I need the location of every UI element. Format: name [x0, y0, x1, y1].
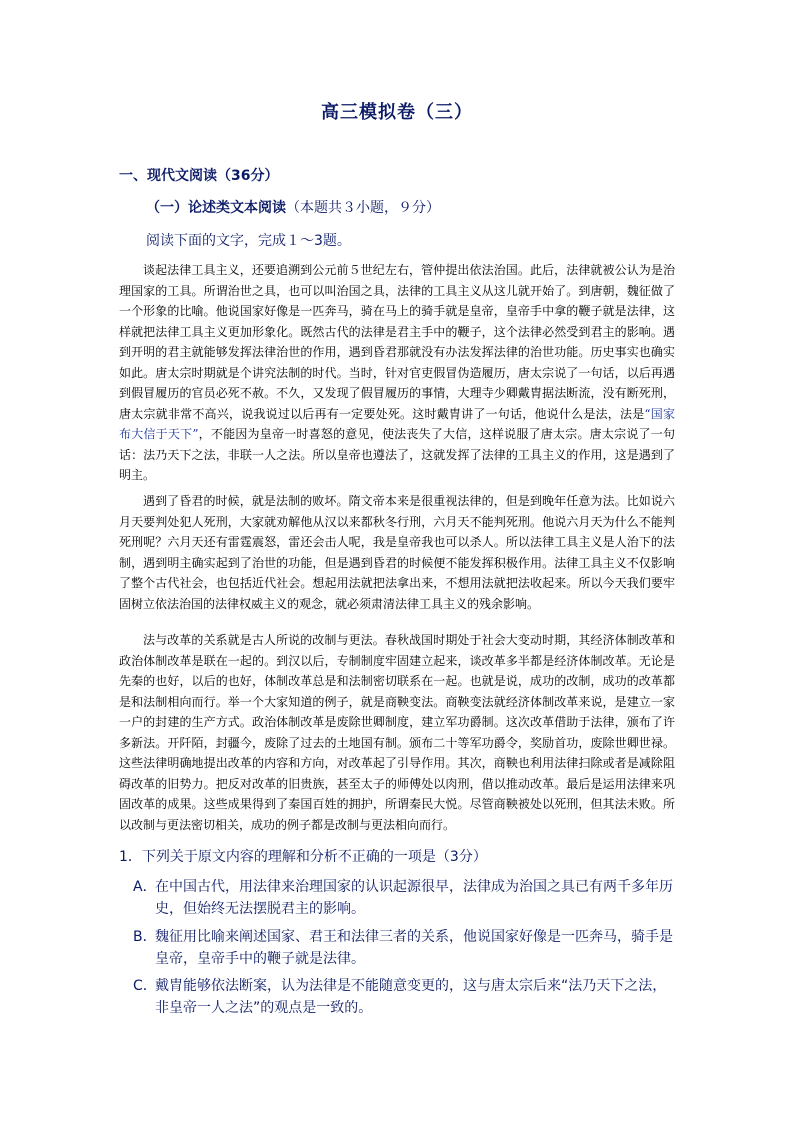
option-c	[133, 975, 678, 1019]
option-c-letter: C．	[133, 978, 157, 994]
option-b	[133, 926, 678, 970]
option-a	[133, 876, 678, 920]
question-text: 下列关于原文内容的理解和分析不正确的一项是（3分）	[141, 849, 487, 865]
passage-paragraph-2: 遇到了昏君的时候，就是法制的败坏。隋文帝本来是很重视法律的，但是到晚年任意为法。比如说六月天要判处犯人死刑，大家就劝解他从汉以来都秋冬行刑，六月天不能判死刑。他说六月天为什么不能判死刑呢？六月天还有雷霆震怒，雷还会击人呢，我是皇帝我也可以杀人。所以法律工具主义是人治下的法制，遇到明主确实起到了治世的功能，但是遇到昏君的时候便不能发挥积极作用。法律工具主义不仅影响了整个古代社会，也包括近代社会。想起用法就把法拿出来，不想用法就把法收起来。所以今天我们要牢固树立依法治国的法律权威主义的观念，就必须肃清法律工具主义的残余影响。	[119, 494, 675, 611]
subsection-title: （一）论述类文本阅读	[146, 200, 286, 216]
option-b-letter: B．	[133, 929, 157, 945]
question-number: 1．	[119, 849, 142, 865]
option-c-text: 戴胄能够依法断案，认为法律是不能随意变更的，这与唐太宗后来“法乃天下之法，非皇帝一人之法”的观点是一致的。	[155, 978, 667, 1016]
option-a-letter: A．	[133, 879, 157, 895]
paragraph-1-text-b: ，不能因为皇帝一时喜怒的意见，使法丧失了大信，这样说服了唐太宗。唐太宗说了一句话：法乃天下之法，非联一人之法。所以皇帝也遵法了，这就发挥了法律的工具主义的作用，这是遇到了明主。	[119, 427, 675, 482]
paragraph-1-text-a: 谈起法律工具主义，还要追溯到公元前５世纪左右，管仲提出依法治国。此后，法律就被公认为是治理国家的工具。所谓治世之具，也可以叫治国之具，法律的工具主义从这儿就开始了。到唐朝，魏征做了一个形象的比喻。他说国家好像是一匹奔马，骑在马上的骑手就是皇帝，皇帝手中拿的鞭子就是法律，这样就把法律工具主义更加形象化。既然古代的法律是君主手中的鞭子，这个法律必然受到君主的影响。遇到开明的君主就能够发挥法律治世的作用，遇到昏君那就没有办法发挥法律的治世功能。历史事实也确实如此。唐太宗时期就是个讲究法制的时代。当时，针对官吏假冒伪造履历，唐太宗说了一句话，以后再遇到假冒履历的官员必死不赦。不久，又发现了假冒履历的事情，大理寺少卿戴胄据法断流，没有断死刑，唐太宗就非常不高兴，说我说过以后再有一定要处死。这时戴胄讲了一句话，他说什么是法，法是	[119, 263, 675, 421]
question-1	[119, 846, 487, 866]
passage-paragraph-1	[119, 260, 675, 486]
passage-paragraph-3: 法与改革的关系就是古人所说的改制与更法。春秋战国时期处于社会大变动时期，其经济体制改革和政治体制改革是联在一起的。到汉以后，专制制度牢固建立起来，谈改革多半都是经济体制改革。无论是先秦的也好，以后的也好，体制改革总是和法制密切联系在一起。也就是说，成功的改制，成功的改革都是和法制相向而行。举一个大家知道的例子，就是商鞅变法。商鞅变法就经济体制改革来说，是建立一家一户的封建的生产方式。政治体制改革是废除世卿制度，建立军功爵制。这次改革借助于法律，颁布了许多新法。开阡陌，封疆今，废除了过去的土地国有制。颁布二十等军功爵令，奖励首功，废除世卿世禄。这些法律明确地提出改革的内容和方向，对改革起了引导作用。其次，商鞅也利用法律扫除或者是减除阻碍改革的旧势力。把反对改革的旧贵族，甚至太子的师傅处以肉刑，借以推动改革。最后是运用法律来巩固改革的成果。这些成果得到了秦国百姓的拥护，所谓秦民大悦。尽管商鞅被处以死刑，但其法未败。所以改制与更法密切相关，成功的例子都是改制与更法相向而行。	[119, 633, 675, 832]
section-heading: 一、现代文阅读（36分）	[119, 168, 279, 184]
subsection-heading	[146, 197, 440, 217]
option-b-text: 魏征用比喻来阐述国家、君王和法律三者的关系，他说国家好像是一匹奔马，骑手是皇帝，皇帝手中的鞭子就是法律。	[155, 929, 673, 967]
page-title: 高三模拟卷（三）	[321, 102, 473, 123]
reading-instruction: 阅读下面的文字，完成１～3题。	[146, 233, 351, 249]
option-a-text: 在中国古代，用法律来治理国家的认识起源很早，法律成为治国之具已有两千多年历史，但始终无法摆脱君主的影响。	[155, 879, 673, 917]
paragraph-1-quote: “国家布大信于天下”	[119, 406, 675, 441]
subsection-note: （本题共３小题，９分）	[286, 200, 440, 216]
